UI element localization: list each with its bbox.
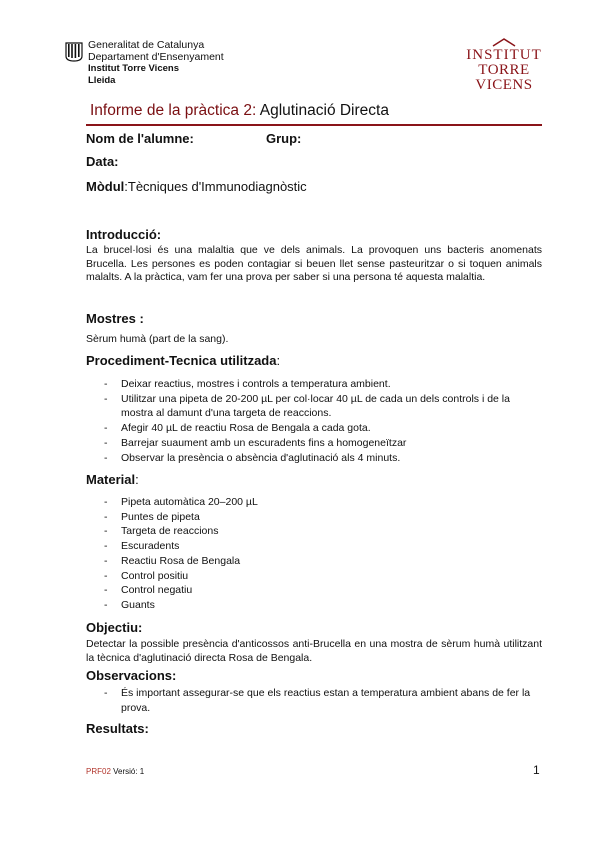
institute-name: Institut Torre Vicens xyxy=(88,63,179,74)
list-item: - Escuradents xyxy=(104,540,180,553)
list-item: - Observar la presència o absència d'aglutinació als 4 minuts. xyxy=(104,451,401,464)
footer-version xyxy=(86,767,144,776)
module-field xyxy=(86,179,307,194)
page-number: 1 xyxy=(533,763,540,777)
list-marker: - xyxy=(104,525,108,538)
list-marker: - xyxy=(104,569,108,582)
group-label: Grup: xyxy=(266,131,302,146)
material-heading-colon: : xyxy=(135,472,139,487)
material-list xyxy=(86,495,542,613)
generalitat-logo-icon xyxy=(64,40,84,62)
list-marker: - xyxy=(104,496,108,508)
list-item: - Afegir 40 µL de reactiu Rosa de Bengala a cada gota. xyxy=(104,422,371,435)
city-name: Lleida xyxy=(88,74,116,86)
logo-mark-icon xyxy=(492,38,516,47)
results-heading: Resultats: xyxy=(86,721,149,736)
list-item: - Deixar reactius, mostres i controls a temperatura ambient. xyxy=(104,378,391,390)
list-item: - Control positiu xyxy=(104,569,189,582)
list-marker: - xyxy=(104,378,108,390)
list-item: - És important assegurar-se que els reactius estan a temperatura ambient abans de fer la prova. xyxy=(104,687,531,714)
list-marker: - xyxy=(104,687,108,699)
procedure-heading-colon: : xyxy=(276,353,281,368)
list-item: - Barrejar suaument amb un escuradents fins a homogeneïtzar xyxy=(104,436,407,449)
title-prefix: Informe de la pràctica 2: xyxy=(90,102,257,119)
objective-heading: Objectiu: xyxy=(86,620,143,635)
list-item: - Reactiu Rosa de Bengala xyxy=(104,554,241,567)
observations-list xyxy=(86,686,542,715)
list-marker: - xyxy=(104,540,108,553)
version-label: Versió: 1 xyxy=(110,767,145,776)
procedure-heading-text: Procediment-Tecnica utilitzada xyxy=(86,353,277,368)
title-divider xyxy=(86,124,542,126)
generalitat-name: Generalitat de Catalunya xyxy=(88,39,205,51)
list-marker: - xyxy=(104,598,108,611)
document-code: PRF02 xyxy=(86,767,111,776)
list-item: - Control negatiu xyxy=(104,584,193,597)
logo-line-1: INSTITUT xyxy=(466,47,542,63)
procedure-list xyxy=(86,377,542,465)
objective-text: Detectar la possible presència d'anticossos anti-Brucella en una mostra de sèrum humà utilitzant la tècnica d'aglutinació directa Rosa de Bengala. xyxy=(86,638,542,664)
student-name-label: Nom de l'alumne: xyxy=(86,131,194,146)
list-item: - Puntes de pipeta xyxy=(104,510,200,523)
material-heading-text: Material xyxy=(86,472,136,487)
list-item: - Targeta de reaccions xyxy=(104,525,219,538)
list-marker: - xyxy=(104,510,108,523)
module-label: Mòdul xyxy=(86,179,125,194)
list-marker: - xyxy=(104,451,108,464)
list-marker: - xyxy=(104,436,108,449)
list-item: - Pipeta automàtica 20–200 µL xyxy=(104,496,258,508)
intro-heading: Introducció: xyxy=(86,227,162,242)
institut-logo xyxy=(458,38,550,93)
intro-text: La brucel·losi és una malaltia que ve dels animals. La provoquen uns bacteris anomenats Brucella. Les persones es poden contagiar si beuen llet sense pasteuritzar o si toquen animals malalts. A la pràctica, vam fer una prova per saber si una persona té aquesta malaltia. xyxy=(86,244,542,283)
department-name: Departament d'Ensenyament xyxy=(88,50,224,63)
page-title xyxy=(90,102,389,120)
material-heading xyxy=(86,472,139,487)
procedure-heading xyxy=(86,353,280,368)
list-marker: - xyxy=(104,554,108,567)
title-name: Aglutinació Directa xyxy=(256,102,389,119)
list-item: - Guants xyxy=(104,598,155,611)
list-item: - Utilitzar una pipeta de 20-200 µL per col·locar 40 µL de cada un dels controls i de la mostra al damunt d'una targeta de reaccions. xyxy=(104,392,510,420)
logo-line-2: TORRE VICENS xyxy=(475,62,533,93)
module-value: :Tècniques d'Immunodiagnòstic xyxy=(124,179,307,194)
date-label: Data: xyxy=(86,154,119,169)
samples-text: Sèrum humà (part de la sang). xyxy=(86,333,229,345)
list-marker: - xyxy=(104,584,108,597)
list-marker: - xyxy=(104,392,108,405)
list-marker: - xyxy=(104,422,108,435)
observations-heading: Observacions: xyxy=(86,668,177,683)
samples-heading: Mostres : xyxy=(86,311,144,326)
institution-header xyxy=(88,40,224,86)
